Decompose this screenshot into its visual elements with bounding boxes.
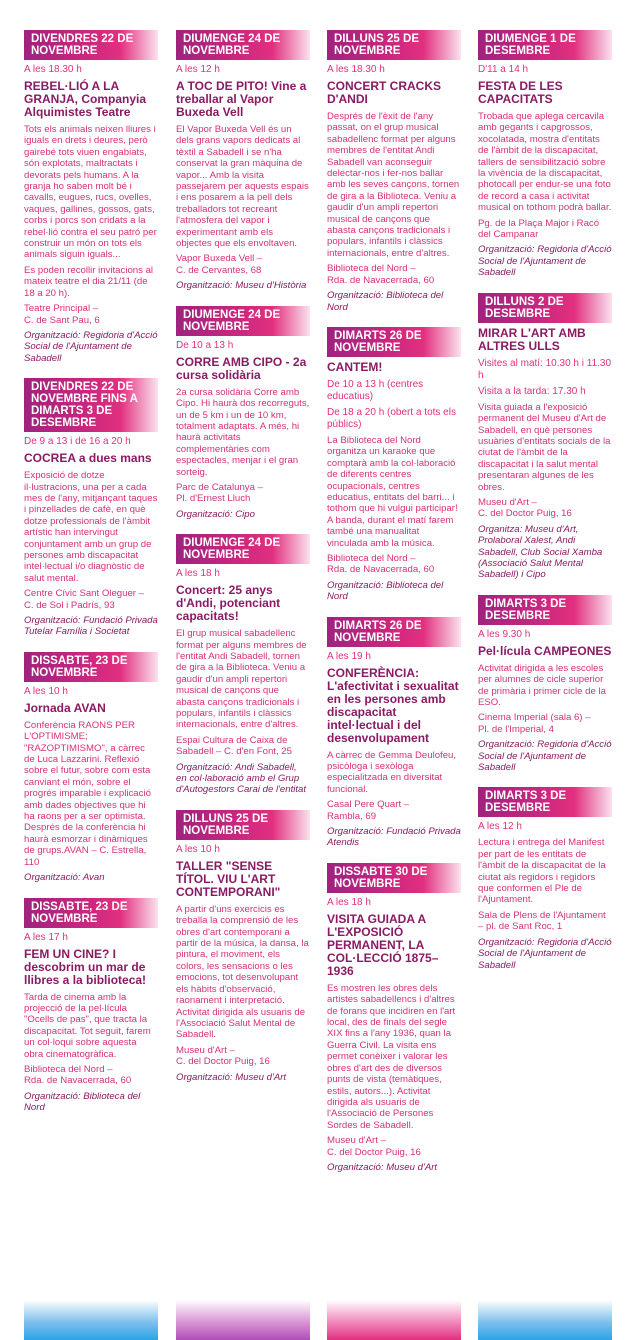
event-venue-line-1: Biblioteca del Nord – (327, 263, 416, 275)
event-venue (24, 588, 158, 611)
event-time: A les 12 h (478, 821, 522, 833)
event-card (478, 30, 612, 279)
column-4 (478, 30, 612, 985)
event-venue-line-1: Centre Cívic Sant Oleguer – (24, 588, 144, 600)
event-organizer: Organització: Biblioteca del Nord (327, 290, 444, 313)
event-title: FESTA DE LES CAPACITATS (478, 79, 563, 106)
event-time: A les 9.30 h (478, 628, 531, 640)
event-venue (176, 482, 310, 505)
event-venue (478, 218, 612, 241)
event-organizer: Organitza: Museu d'Art, Prolaboral Xalest, Andi Sabadell, Club Social Xamba (Associació Salut Mental Sabadell) i Cipo (478, 523, 603, 581)
event-organizer: Organització: Museu d'Història (176, 280, 307, 292)
event-card (478, 595, 612, 774)
event-title: Jornada AVAN (24, 700, 106, 715)
event-time: A les 18.30 h (327, 64, 385, 75)
event-venue (478, 910, 612, 933)
event-venue-line-2: Pl. d'Ernest Lluch (176, 493, 251, 505)
event-organizer: Organització: Andi Sabadell, en col·laboració amb el Grup d'Autogestors Carai de l'entitat (176, 761, 307, 796)
event-date-header: DIMARTS 26 DE NOVEMBRE (327, 327, 461, 357)
event-venue-line-2: C. de Sant Pau, 6 (24, 314, 100, 326)
event-venue-line-1: Sala de Plens de l'Ajuntament (478, 909, 606, 921)
event-time: A les 18 h (327, 896, 371, 908)
event-description: Tarda de cinema amb la projecció de la pel·lícula "Ocells de pas", que tracta la discapacitat. Tot seguit, farem un col·loqui sobre aquesta obra cinematogràfica. (24, 991, 151, 1060)
event-time-2: Visita a la tarda: 17.30 h (478, 385, 586, 397)
event-time: De 10 a 13 h (176, 339, 234, 351)
event-date-header: DIMARTS 3 DE DESEMBRE (478, 595, 612, 625)
event-venue-line-1: Museu d'Art – (176, 1044, 235, 1056)
event-venue-line-2: Rda. de Navacerrada, 60 (327, 274, 435, 286)
event-date-header: DIVENDRES 22 DE NOVEMBRE (24, 30, 158, 60)
event-card (176, 306, 310, 520)
footer-bar-blue (478, 1300, 612, 1340)
event-organizer: Organització: Regidoria d'Acció Social de l'Ajuntament de Sabadell (478, 739, 612, 774)
event-venue (478, 497, 612, 520)
event-time: A les 18.30 h (24, 64, 82, 75)
event-card (24, 898, 158, 1114)
event-venue-line-1: Espai Cultura de Caixa de (176, 734, 288, 746)
event-organizer: Organització: Regidoria d'Acció Social de l'Ajuntament de Sabadell (24, 329, 158, 364)
event-card (478, 787, 612, 970)
event-venue (176, 253, 310, 276)
event-organizer: Organització: Fundació Privada Atendis (327, 826, 461, 849)
event-time: A les 10 h (24, 685, 68, 697)
event-description: Exposició de dotze il·lustracions, una per a cada mes de l'any, mitjançant taques i pinzellades de cafè, en què dotze professionals de l'àmbit artístic han intervingut conjuntament amb un grup de persones amb discapacitat intel·lectual i/o diagnòstic de salut mental. (24, 470, 158, 584)
event-venue-line-2: C. de Sol i Padrís, 93 (24, 599, 115, 611)
event-date-header: DILLUNS 25 DE NOVEMBRE (327, 30, 461, 60)
event-title: CONFERÈNCIA: L'afectivitat i sexualitat en les persones amb discapacitat intel·lectual i del desenvolupament (327, 665, 459, 745)
event-description: Conferència RAONS PER L'OPTIMISME; "RAZOPTIMISMO", a càrrec de Luca Lazzarini. Reflexió sobre el futur, sobre com esta canviant el món, sobre el progrés imparable i explicació amb dades objectives que hi ha raons per a ser optimista. Després de la conferència hi haurà esmorzar i dinàmiques de grups.AVAN – C. Estrella, 110 (24, 719, 151, 868)
event-card (327, 30, 461, 313)
event-title: Concert: 25 anys d'Andi, potenciant capacitats! (176, 583, 281, 624)
event-card (327, 863, 461, 1174)
event-venue-line-1: Parc de Catalunya – (176, 481, 263, 493)
event-organizer: Organització: Regidoria d'Acció Social de l'Ajuntament de Sabadell (478, 244, 612, 279)
event-venue (24, 1064, 158, 1087)
event-venue-line-1: Museu d'Art – (478, 496, 537, 508)
event-time: D'11 a 14 h (478, 64, 529, 75)
event-title: VISITA GUIADA A L'EXPOSICIÓ PERMANENT, LA COL·LECCIÓ 1875–1936 (327, 911, 439, 978)
footer-bar-purple (176, 1300, 310, 1340)
event-venue-line-2: C. de Cervantes, 68 (176, 264, 262, 276)
event-card (327, 617, 461, 849)
event-date-header: DIVENDRES 22 DE NOVEMBRE FINS A DIMARTS 3 DE DESEMBRE (24, 378, 158, 432)
event-title: FEM UN CINE? I descobrim un mar de llibres a la biblioteca! (24, 946, 147, 987)
event-venue (24, 303, 158, 326)
event-venue-line-2: C. del Doctor Puig, 16 (327, 1146, 421, 1158)
event-description: Trobada que aplega cercavila amb gegants i capgrossos, xocolatada, mostra d'entitats de l'àmbit de la discapacitat, tallers de sensibilització sobre la vivència de la discapacitat, photocall per endur-se una foto de record a casa i activitat musical on tothom podrà ballar. (478, 111, 612, 214)
event-title: CONCERT CRACKS D'ANDI (327, 79, 441, 106)
event-venue (176, 1045, 310, 1068)
event-organizer: Organització: Fundació Privada Tutelar Família i Societat (24, 615, 158, 638)
event-card (176, 30, 310, 292)
event-time: Visites al matí: 10.30 h i 11.30 h (478, 357, 612, 381)
event-description: 2a cursa solidària Corre amb Cipo. Hi haurà dos recorreguts, un de 5 km i un de 10 km, totalment adaptats. A més, hi haurà activitats complementàries com espectacles, menjar i el gran sorteig. (176, 386, 310, 478)
event-organizer: Organització: Regidoria d'Acció Social de l'Ajuntament de Sabadell (478, 936, 612, 971)
event-organizer: Organització: Biblioteca del Nord (24, 1090, 141, 1114)
event-venue (327, 553, 461, 576)
column-3 (327, 30, 461, 1187)
event-venue-line-1: Vapor Buxeda Vell – (176, 253, 263, 265)
event-description: A càrrec de Gemma Deulofeu, psicòloga i sexòloga especialitzada en diversitat funcional. (327, 749, 457, 795)
event-card (24, 652, 158, 884)
event-organizer: Organització: Museu d'Art (176, 1071, 287, 1083)
event-title: MIRAR L'ART AMB ALTRES ULLS (478, 325, 586, 353)
event-time: A les 19 h (327, 650, 371, 662)
event-time: A les 12 h (176, 64, 220, 75)
event-venue-line-1: Biblioteca del Nord – (327, 552, 416, 564)
event-title: A TOC DE PITO! Vine a treballar al Vapor Buxeda Vell (176, 79, 307, 119)
event-venue-line-2: Sabadell – C. d'en Font, 25 (176, 746, 292, 758)
event-time-2: De 18 a 20 h (obert a tots els públics) (327, 406, 456, 430)
event-time: A les 17 h (24, 931, 68, 943)
event-venue-line-2: del Campanar (478, 229, 539, 241)
event-date-header: DIMARTS 26 DE NOVEMBRE (327, 617, 461, 647)
event-card (24, 378, 158, 638)
event-date-header: DIUMENGE 1 DE DESEMBRE (478, 30, 612, 60)
event-venue (327, 263, 461, 286)
event-date-header: DISSABTE 30 DE NOVEMBRE (327, 863, 461, 893)
event-venue-line-2: C. del Doctor Puig, 16 (478, 508, 572, 520)
event-time: De 10 a 13 h (centres educatius) (327, 378, 424, 402)
event-venue-line-1: Casal Pere Quart – (327, 799, 410, 811)
event-description: El grup musical sabadellenc format per alguns membres de l'entitat Andi Sabadell, tornen de gira a la Biblioteca. Veniu a gaudir d'un ampli repertori musical de cançons que abasta cançons tradicionals i populars, infantils i clàssics internacionals, entre d'altres. (176, 628, 307, 731)
event-venue-line-2: Pl. de l'Imperial, 4 (478, 723, 554, 735)
event-date-header: DIMARTS 3 DE DESEMBRE (478, 787, 612, 817)
event-organizer: Organització: Avan (24, 872, 105, 884)
event-venue (478, 712, 612, 735)
event-venue-line-2: Rda. de Navacerrada, 60 (327, 564, 435, 576)
event-note: Es poden recollir invitacions al mateix teatre el dia 21/11 (de 18 a 20 h). (24, 264, 154, 299)
event-venue-line-2: Rambla, 69 (327, 810, 377, 822)
event-time: De 9 a 13 i de 16 a 20 h (24, 436, 131, 448)
event-description: Es mostren les obres dels artistes sabadellencs i d'altres de forans que incidiren en l'art local, des de finals del segle XIX fins a l'any 1936, quan la Guerra Civil. La visita ens permet conèixer i valorar les obres d'art des de diversos punts de vista (temàtiques, estils, autors...). Activitat dirigida als usuaris de l'Associació de Persones Sordes de Sabadell. (327, 982, 456, 1131)
event-date-header: DIUMENGE 24 DE NOVEMBRE (176, 306, 310, 336)
event-venue-line-2: – pl. de Sant Roc, 1 (478, 921, 563, 933)
event-organizer: Organització: Biblioteca del Nord (327, 579, 444, 603)
event-description: Visita guiada a l'exposició permanent del Museu d'Art de Sabadell, en què persones usuàries d'entitats socials de la ciutat de l'àmbit de la discapacitat i la salut mental presentaran algunes de les obres. (478, 401, 611, 493)
event-organizer: Organització: Cipo (176, 508, 255, 520)
event-title: COCREA a dues mans (24, 451, 152, 466)
event-card (176, 810, 310, 1083)
event-title: CANTEM! (327, 359, 383, 374)
event-venue-line-1: Biblioteca del Nord – (24, 1063, 113, 1075)
event-title: TALLER "SENSE TÍTOL. VIU L'ART CONTEMPORANI" (176, 858, 281, 899)
event-venue-line-1: Museu d'Art – (327, 1135, 386, 1147)
event-time: A les 10 h (176, 843, 220, 855)
event-description: Després de l'èxit de l'any passat, on el grup musical sabadellenc format per alguns membres de l'entitat Andi Sabadell van aconseguir delectar-nos i fer-nos ballar amb les seves cançons, tornen de gira a la Biblioteca. Veniu a gaudir d'un ampli repertori musical de cançons que abasta cançons tradicionals i populars, infantils i clàssics internacionals, entre d'altres. (327, 111, 460, 259)
event-description: A partir d'uns exercicis es treballa la comprensió de les obres d'art contemporani a partir de la música, la dansa, la pintura, el moviment, els colors, les sensacions o les emocions, tot desenvolupant els hàbits d'observació, raonament i interpretació. Activitat dirigida als usuaris de l'Associació Salut Mental de Sabadell. (176, 903, 309, 1041)
event-description: Activitat dirigida a les escoles per alumnes de cicle superior de primària i primer cicle de la ESO. (478, 662, 606, 708)
event-venue-line-2: Rda. de Navacerrada, 60 (24, 1075, 132, 1087)
event-venue (327, 799, 461, 822)
event-venue-line-2: C. del Doctor Puig, 16 (176, 1056, 270, 1068)
event-date-header: DIUMENGE 24 DE NOVEMBRE (176, 534, 310, 564)
column-1 (24, 30, 158, 1128)
event-card (327, 327, 461, 603)
column-2 (176, 30, 310, 1097)
event-venue (327, 1135, 461, 1158)
event-date-header: DISSABTE, 23 DE NOVEMBRE (24, 652, 158, 682)
event-description: El Vapor Buxeda Vell és un dels grans vapors dedicats al tèxtil a Sabadell i se n'ha conservat la gran màquina de vapor... Amb la visita passejarem per aquests espais i ens posarem a la pell dels treballadors tot recreant l'atmosfera del vapor i experimentant amb els objectes que els envoltaven. (176, 124, 309, 250)
event-card (24, 30, 158, 364)
event-card (176, 534, 310, 796)
event-venue (176, 735, 310, 758)
event-title: Pel·lícula CAMPEONES (478, 643, 612, 658)
event-description: Tots els animals neixen lliures i iguals en drets i deures, però gairebé tots viuen engabiats, són explotats, maltractats i devorats pels humans. A la granja ho saben molt bé i cavalls, eugues, rucs, ovelles, vaques, gallines, gossos, gats, corbs i porcs son cridats a la rebel·lió contra el seu patró per construir un món on tots els animals siguin iguals... (24, 124, 157, 261)
event-title: REBEL·LIÓ A LA GRANJA, Companyia Alquimistes Teatre (24, 79, 147, 119)
footer-bar-blue (24, 1300, 158, 1340)
event-description: La Biblioteca del Nord organitza un karaoke que comptarà amb la col·laboració de diferents centres ocupacionals, centres educatius, entitats del barri... i tothom que hi vulgui participar! A banda, durant el matí farem també una manualitat vinculada amb la música. (327, 434, 458, 549)
event-date-header: DILLUNS 2 DE DESEMBRE (478, 293, 612, 323)
event-venue-line-1: Cinema Imperial (sala 6) – (478, 712, 591, 724)
event-date-header: DILLUNS 25 DE NOVEMBRE (176, 810, 310, 840)
footer-bar-pink (327, 1300, 461, 1340)
event-description: Lectura i entrega del Manifest per part de les entitats de l'àmbit de la discapacitat de la ciutat als regidors i regidors que conformen el Ple de l'Ajuntament. (478, 837, 606, 906)
event-venue-line-1: Teatre Principal – (24, 303, 99, 315)
event-time: A les 18 h (176, 568, 220, 580)
event-date-header: DIUMENGE 24 DE NOVEMBRE (176, 30, 310, 60)
event-date-header: DISSABTE, 23 DE NOVEMBRE (24, 898, 158, 928)
event-title: CORRE AMB CIPO - 2a cursa solidària (176, 354, 307, 382)
event-organizer: Organització: Museu d'Art (327, 1161, 438, 1173)
event-card (478, 293, 612, 581)
event-venue-line-1: Pg. de la Plaça Major i Racó (478, 217, 600, 229)
